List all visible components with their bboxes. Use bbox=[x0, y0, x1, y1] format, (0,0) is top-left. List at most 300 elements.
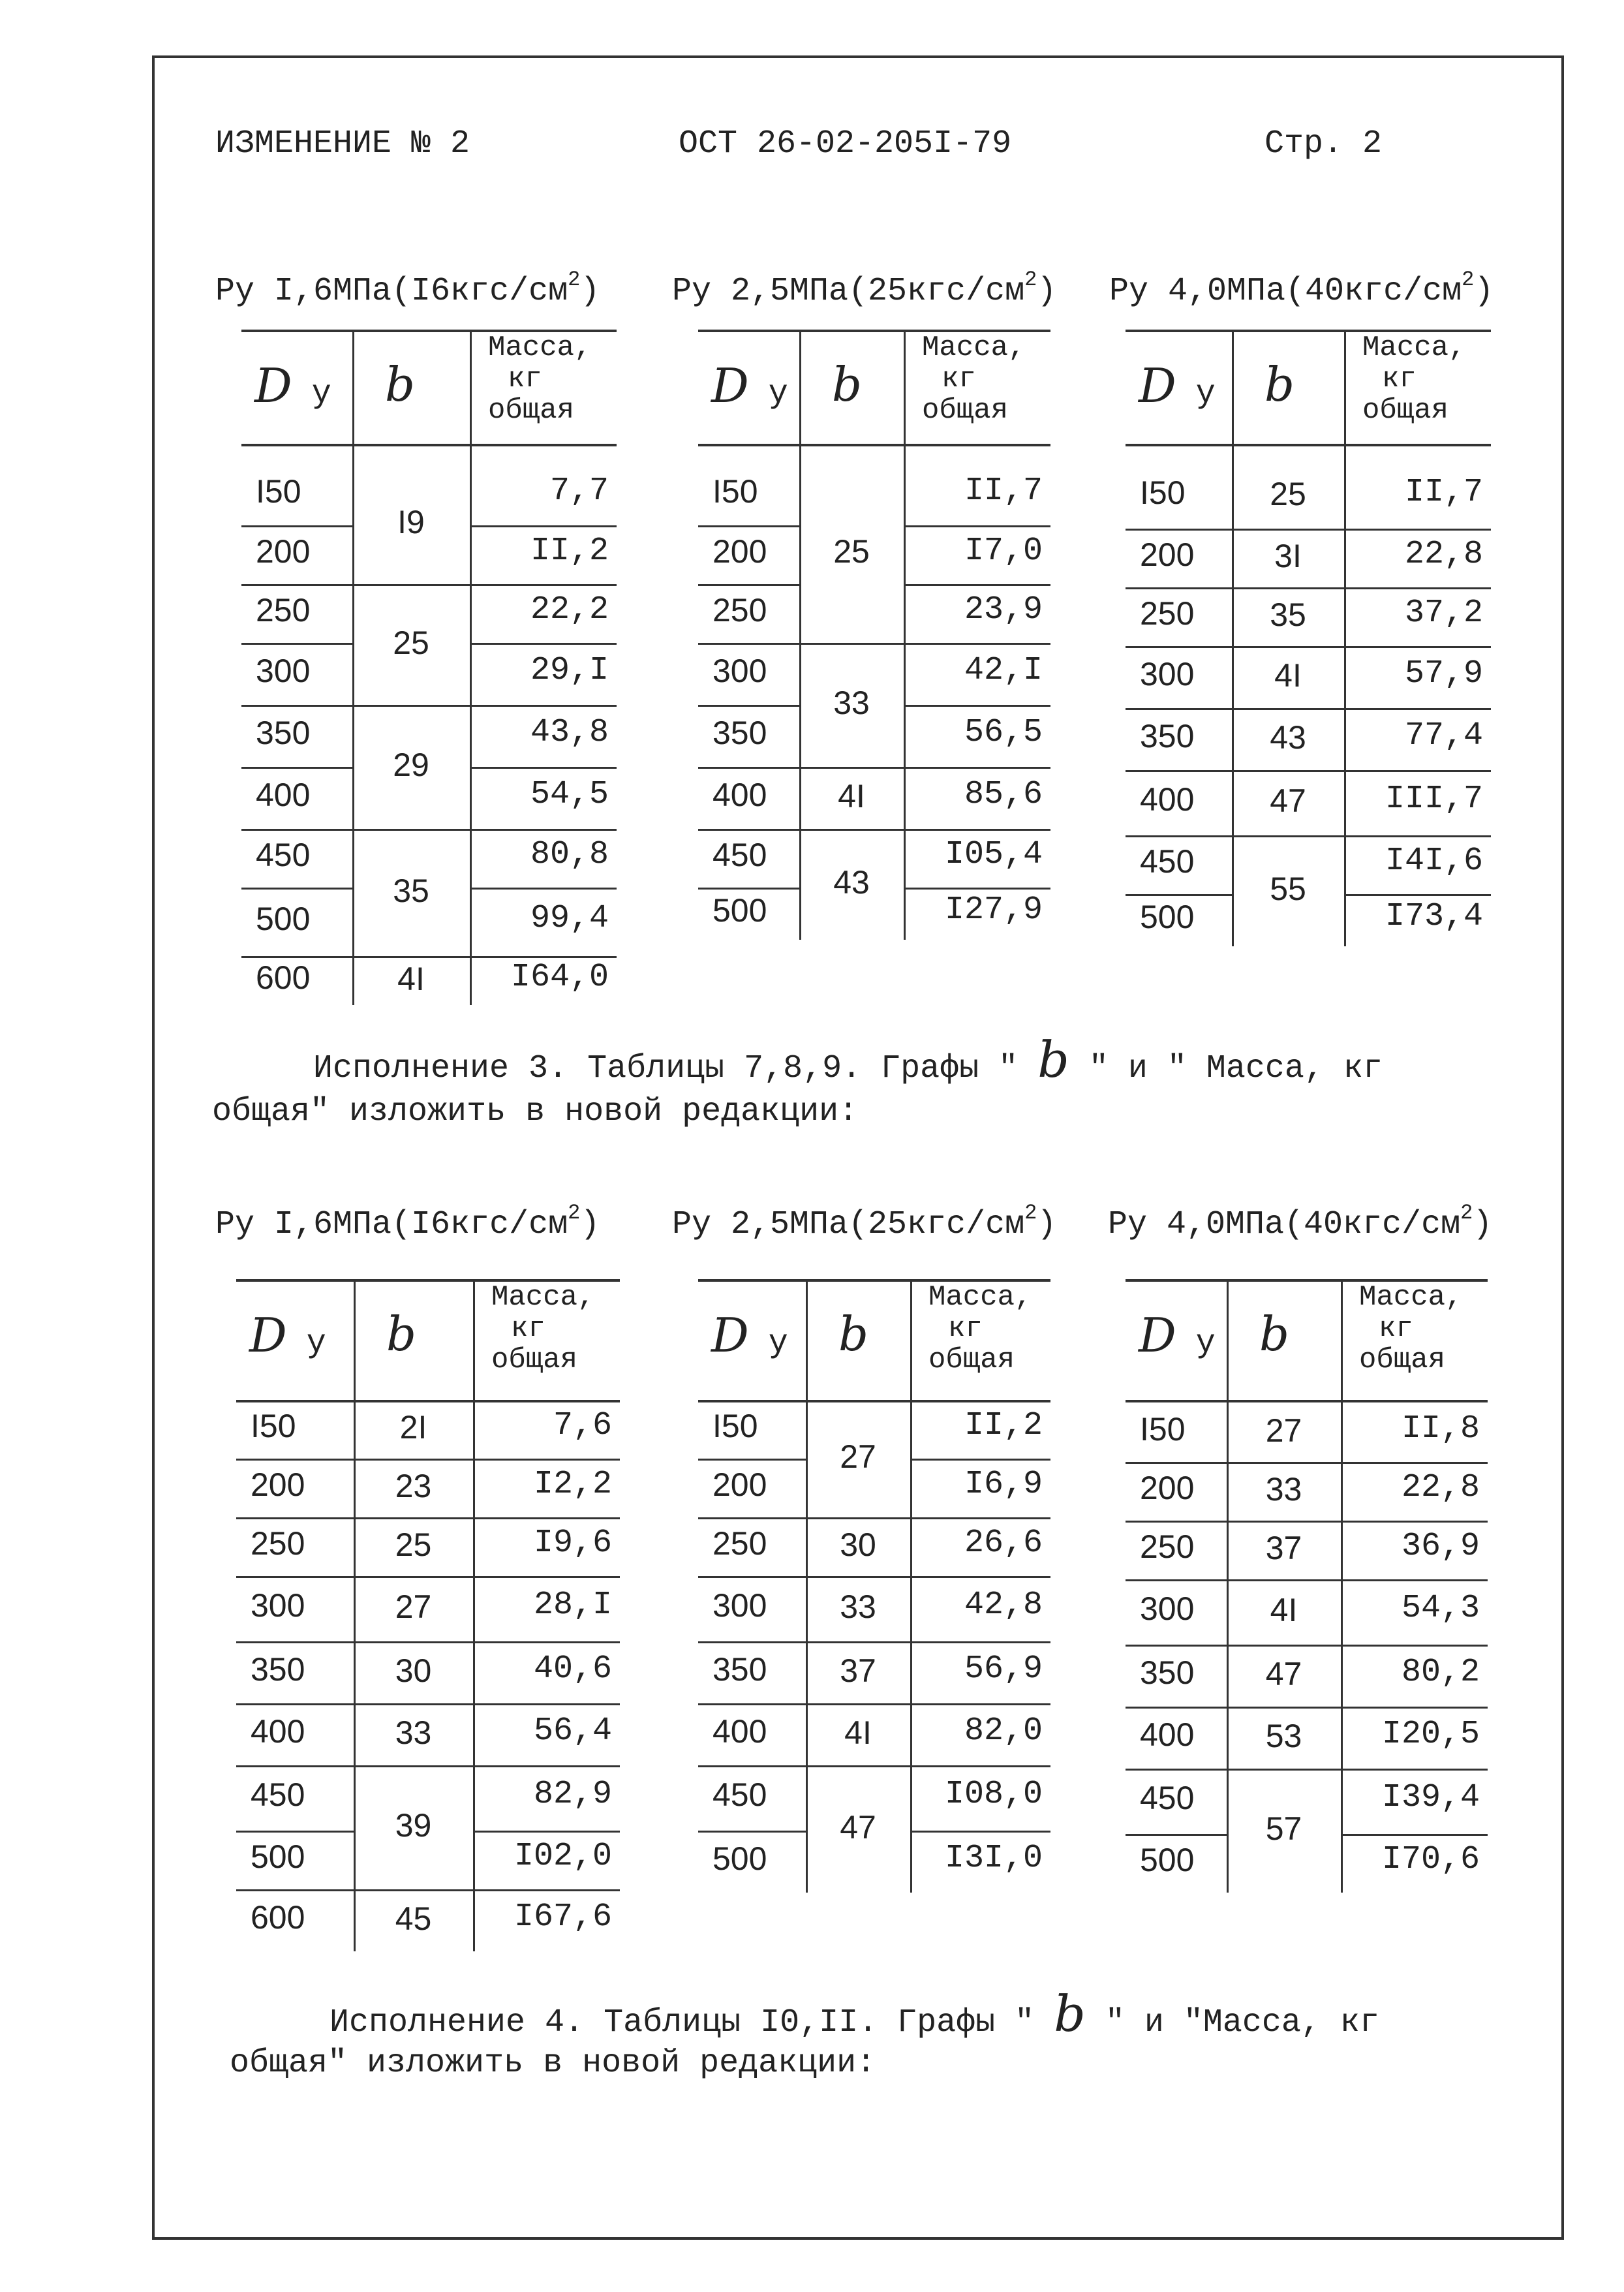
cell-b: 33 bbox=[833, 685, 870, 721]
pressure-condition-4-0: Ру $4,0МПа(40кгс/см^2)$ bbox=[1109, 268, 1494, 310]
row-rule bbox=[698, 1703, 806, 1705]
cell-mass: 56,4 bbox=[533, 1712, 612, 1750]
row-rule bbox=[904, 643, 1050, 645]
row-rule bbox=[910, 1576, 1050, 1578]
row-rule bbox=[236, 1641, 354, 1643]
cell-dy: 350 bbox=[712, 1650, 767, 1688]
row-rule bbox=[1341, 1579, 1488, 1581]
row-rule bbox=[1341, 1521, 1488, 1523]
cell-mass: 57,9 bbox=[1404, 655, 1483, 692]
column-header-dy: D y bbox=[711, 1308, 788, 1363]
cell-dy: 450 bbox=[1140, 1780, 1195, 1816]
column-header-mass: Масса, кг общая bbox=[491, 1281, 595, 1376]
cell-b: 39 bbox=[395, 1807, 432, 1844]
group-rule bbox=[1232, 835, 1344, 837]
row-rule bbox=[698, 705, 799, 707]
cell-mass: 99,4 bbox=[530, 899, 609, 937]
row-rule bbox=[698, 1831, 806, 1833]
cell-mass: I67,6 bbox=[513, 1898, 612, 1936]
row-rule bbox=[910, 1831, 1050, 1833]
cell-mass: 42,I bbox=[964, 651, 1043, 689]
cell-mass: 82,9 bbox=[533, 1776, 612, 1813]
cell-b: 47 bbox=[1270, 782, 1306, 819]
row-rule bbox=[241, 829, 352, 831]
group-rule bbox=[806, 1641, 910, 1643]
row-rule bbox=[1344, 894, 1491, 896]
row-rule bbox=[904, 829, 1050, 831]
row-rule bbox=[241, 643, 352, 645]
group-rule bbox=[1227, 1707, 1341, 1709]
cell-b: 45 bbox=[395, 1900, 432, 1937]
table-header-rule bbox=[1126, 444, 1491, 446]
cell-b: 25 bbox=[393, 624, 429, 661]
cell-dy: 300 bbox=[712, 1587, 767, 1624]
column-header-b: b bbox=[1259, 1307, 1290, 1361]
group-rule bbox=[806, 1765, 910, 1767]
column-header-b: b bbox=[1264, 357, 1295, 412]
cell-dy: 200 bbox=[256, 533, 311, 570]
row-rule bbox=[236, 1831, 354, 1833]
cell-mass: 54,3 bbox=[1401, 1590, 1480, 1627]
column-header-dy: D y bbox=[711, 358, 788, 413]
cell-dy: 500 bbox=[712, 892, 767, 929]
cell-dy: I50 bbox=[1140, 474, 1186, 511]
table-column-rule bbox=[1341, 1279, 1343, 1893]
row-rule bbox=[910, 1459, 1050, 1461]
row-rule bbox=[1126, 770, 1232, 772]
cell-dy: I50 bbox=[256, 472, 301, 510]
group-rule bbox=[1232, 529, 1344, 531]
group-rule bbox=[1227, 1462, 1341, 1464]
group-rule bbox=[354, 1889, 473, 1891]
cell-b: 43 bbox=[1270, 719, 1306, 756]
cell-b: 43 bbox=[833, 864, 870, 901]
group-rule bbox=[1232, 770, 1344, 772]
row-rule bbox=[473, 1459, 620, 1461]
row-rule bbox=[1126, 1834, 1227, 1836]
row-rule bbox=[236, 1459, 354, 1461]
group-rule bbox=[354, 1703, 473, 1705]
standard-number: ОСТ 26-02-205I-79 bbox=[679, 125, 1012, 163]
row-rule bbox=[698, 1641, 806, 1643]
table-column-rule bbox=[1344, 330, 1346, 946]
column-header-mass: Масса, кг общая bbox=[928, 1281, 1032, 1376]
cell-dy: 500 bbox=[712, 1840, 767, 1877]
group-rule bbox=[354, 1576, 473, 1578]
group-rule bbox=[806, 1576, 910, 1578]
cell-mass: 22,8 bbox=[1401, 1469, 1480, 1506]
cell-b: 30 bbox=[840, 1526, 876, 1563]
group-rule bbox=[806, 1517, 910, 1519]
group-rule bbox=[352, 829, 470, 831]
row-rule bbox=[1126, 1645, 1227, 1647]
cell-mass: I05,4 bbox=[944, 836, 1043, 873]
cell-dy: 300 bbox=[1140, 655, 1195, 692]
cell-mass: I6,9 bbox=[964, 1466, 1043, 1503]
cell-b: 4I bbox=[397, 960, 425, 997]
cell-dy: 400 bbox=[1140, 1716, 1195, 1753]
row-rule bbox=[904, 584, 1050, 586]
table-column-rule bbox=[904, 330, 906, 940]
cell-b: 35 bbox=[393, 872, 429, 909]
row-rule bbox=[470, 888, 617, 890]
cell-dy: 500 bbox=[1140, 899, 1195, 935]
cell-mass: II,8 bbox=[1401, 1410, 1480, 1448]
cell-dy: I50 bbox=[1140, 1411, 1186, 1448]
cell-mass: I70,6 bbox=[1381, 1841, 1480, 1878]
cell-dy: 500 bbox=[1140, 1842, 1195, 1878]
cell-mass: II,2 bbox=[530, 533, 609, 570]
row-rule bbox=[241, 888, 352, 890]
cell-dy: 450 bbox=[251, 1776, 305, 1813]
cell-mass: 26,6 bbox=[964, 1525, 1043, 1562]
row-rule bbox=[904, 888, 1050, 890]
cell-mass: 80,2 bbox=[1401, 1653, 1480, 1691]
group-rule bbox=[1227, 1521, 1341, 1523]
cell-b: 33 bbox=[840, 1588, 876, 1625]
cell-mass: 77,4 bbox=[1404, 717, 1483, 754]
cell-mass: II,7 bbox=[1404, 474, 1483, 511]
cell-dy: 400 bbox=[712, 776, 767, 813]
cell-b: 25 bbox=[1270, 476, 1306, 512]
cell-dy: 300 bbox=[1140, 1590, 1195, 1627]
row-rule bbox=[1126, 1462, 1227, 1464]
cell-dy: I50 bbox=[712, 472, 758, 510]
cell-b: 4I bbox=[838, 777, 865, 814]
paragraph-2-line-2: общая" изложить в новой редакции: bbox=[230, 2045, 876, 2082]
cell-dy: 350 bbox=[1140, 1654, 1195, 1691]
cell-mass: 22,8 bbox=[1404, 536, 1483, 573]
cell-dy: 200 bbox=[1140, 536, 1195, 573]
column-header-mass: Масса, кг общая bbox=[1362, 332, 1466, 427]
row-rule bbox=[1344, 770, 1491, 772]
row-rule bbox=[1126, 529, 1232, 531]
row-rule bbox=[241, 956, 352, 958]
row-rule bbox=[1126, 835, 1232, 837]
cell-b: 4I bbox=[1270, 1592, 1298, 1628]
column-header-mass: Масса, кг общая bbox=[1359, 1281, 1463, 1376]
row-rule bbox=[1126, 1579, 1227, 1581]
cell-mass: I02,0 bbox=[513, 1838, 612, 1875]
cell-mass: II,7 bbox=[964, 472, 1043, 510]
cell-dy: 450 bbox=[256, 837, 311, 873]
cell-dy: 500 bbox=[256, 900, 311, 937]
row-rule bbox=[1341, 1769, 1488, 1771]
pressure-condition-2-5: Ру $2,5МПа(25кгс/см^2)$ bbox=[672, 268, 1057, 310]
paragraph-1-line-1: Исполнение 3. Таблицы 7,8,9. Графы " b " и " Масса, кг bbox=[313, 1030, 1383, 1089]
column-header-dy: D y bbox=[249, 1308, 326, 1363]
cell-mass: 80,8 bbox=[530, 836, 609, 873]
row-rule bbox=[473, 1641, 620, 1643]
row-rule bbox=[236, 1765, 354, 1767]
cell-dy: 200 bbox=[712, 533, 767, 570]
cell-dy: I50 bbox=[251, 1408, 296, 1444]
row-rule bbox=[910, 1703, 1050, 1705]
cell-mass: 85,6 bbox=[964, 775, 1043, 813]
row-rule bbox=[241, 525, 352, 527]
column-header-dy: D y bbox=[254, 358, 331, 413]
row-rule bbox=[473, 1889, 620, 1891]
cell-mass: II,2 bbox=[964, 1407, 1043, 1444]
group-rule bbox=[799, 829, 904, 831]
cell-mass: 43,8 bbox=[530, 713, 609, 751]
cell-b: 27 bbox=[840, 1438, 876, 1475]
cell-dy: 200 bbox=[1140, 1470, 1195, 1506]
row-rule bbox=[1344, 835, 1491, 837]
cell-mass: 37,2 bbox=[1404, 595, 1483, 632]
paragraph-2-line-1: Исполнение 4. Таблицы I0,II. Графы " b " и "Масса, кг bbox=[329, 1985, 1379, 2043]
row-rule bbox=[1341, 1707, 1488, 1709]
row-rule bbox=[904, 705, 1050, 707]
pressure-condition-1-6: Ру $I,6МПа(I6кгс/см^2)$ bbox=[215, 1201, 600, 1243]
column-header-dy: D y bbox=[1139, 358, 1216, 413]
row-rule bbox=[698, 888, 799, 890]
cell-mass: 22,2 bbox=[530, 591, 609, 628]
table-column-rule bbox=[910, 1279, 912, 1893]
cell-b: I9 bbox=[397, 503, 425, 540]
row-rule bbox=[1341, 1834, 1488, 1836]
column-header-mass: Масса, кг общая bbox=[488, 332, 592, 427]
row-rule bbox=[1344, 587, 1491, 589]
row-rule bbox=[470, 525, 617, 527]
group-rule bbox=[1232, 708, 1344, 710]
cell-b: 53 bbox=[1265, 1717, 1302, 1754]
cell-dy: 500 bbox=[251, 1838, 305, 1875]
cell-dy: 350 bbox=[251, 1650, 305, 1688]
cell-mass: 56,5 bbox=[964, 713, 1043, 751]
row-rule bbox=[241, 767, 352, 769]
cell-mass: I27,9 bbox=[944, 891, 1043, 929]
row-rule bbox=[473, 1517, 620, 1519]
cell-dy: 250 bbox=[256, 592, 311, 628]
change-number: ИЗМЕНЕНИЕ № 2 bbox=[215, 125, 470, 163]
row-rule bbox=[698, 643, 799, 645]
row-rule bbox=[698, 829, 799, 831]
row-rule bbox=[910, 1765, 1050, 1767]
row-rule bbox=[1126, 1521, 1227, 1523]
cell-b: 4I bbox=[844, 1714, 872, 1751]
row-rule bbox=[904, 767, 1050, 769]
cell-mass: I4I,6 bbox=[1385, 843, 1483, 880]
row-rule bbox=[698, 1765, 806, 1767]
cell-dy: 250 bbox=[251, 1525, 305, 1562]
cell-mass: I7,0 bbox=[964, 533, 1043, 570]
column-header-mass: Масса, кг общая bbox=[922, 332, 1026, 427]
row-rule bbox=[236, 1703, 354, 1705]
group-rule bbox=[1227, 1579, 1341, 1581]
cell-dy: 250 bbox=[1140, 1528, 1195, 1565]
row-rule bbox=[1126, 646, 1232, 648]
group-rule bbox=[352, 584, 470, 586]
table-column-rule bbox=[806, 1279, 808, 1893]
cell-b: 33 bbox=[395, 1714, 432, 1751]
cell-b: 3I bbox=[1274, 538, 1302, 574]
row-rule bbox=[470, 767, 617, 769]
cell-dy: 400 bbox=[256, 776, 311, 813]
cell-dy: 400 bbox=[1140, 781, 1195, 818]
cell-dy: 450 bbox=[712, 837, 767, 873]
cell-mass: 56,9 bbox=[964, 1650, 1043, 1688]
cell-mass: III,7 bbox=[1385, 781, 1483, 818]
row-rule bbox=[473, 1576, 620, 1578]
cell-mass: 82,0 bbox=[964, 1712, 1043, 1750]
row-rule bbox=[473, 1703, 620, 1705]
cell-mass: 36,9 bbox=[1401, 1528, 1480, 1565]
group-rule bbox=[799, 767, 904, 769]
row-rule bbox=[904, 525, 1050, 527]
row-rule bbox=[1344, 529, 1491, 531]
cell-b: 25 bbox=[395, 1526, 432, 1563]
row-rule bbox=[698, 525, 799, 527]
cell-mass: 23,9 bbox=[964, 591, 1043, 628]
cell-dy: 200 bbox=[712, 1466, 767, 1503]
row-rule bbox=[1344, 646, 1491, 648]
group-rule bbox=[1227, 1769, 1341, 1771]
row-rule bbox=[1126, 708, 1232, 710]
row-rule bbox=[236, 1889, 354, 1891]
cell-dy: 250 bbox=[1140, 595, 1195, 632]
cell-dy: 250 bbox=[712, 592, 767, 628]
row-rule bbox=[698, 1517, 806, 1519]
group-rule bbox=[1227, 1645, 1341, 1647]
row-rule bbox=[470, 829, 617, 831]
cell-mass: I2,2 bbox=[533, 1466, 612, 1503]
cell-mass: 7,7 bbox=[549, 472, 609, 510]
cell-b: 23 bbox=[395, 1468, 432, 1504]
row-rule bbox=[236, 1576, 354, 1578]
group-rule bbox=[354, 1517, 473, 1519]
row-rule bbox=[698, 584, 799, 586]
table-header-rule bbox=[698, 444, 1050, 446]
cell-mass: I3I,0 bbox=[944, 1839, 1043, 1877]
column-header-b: b bbox=[838, 1307, 869, 1361]
row-rule bbox=[470, 643, 617, 645]
group-rule bbox=[354, 1765, 473, 1767]
cell-b: 33 bbox=[1265, 1471, 1302, 1508]
table-column-rule bbox=[473, 1279, 475, 1951]
table-column-rule bbox=[1232, 330, 1234, 946]
row-rule bbox=[1126, 587, 1232, 589]
cell-mass: 7,6 bbox=[553, 1407, 612, 1444]
group-rule bbox=[354, 1459, 473, 1461]
table-column-rule bbox=[1227, 1279, 1229, 1893]
cell-dy: 300 bbox=[712, 652, 767, 689]
cell-dy: 200 bbox=[251, 1466, 305, 1503]
cell-b: 2I bbox=[399, 1409, 427, 1446]
cell-mass: I20,5 bbox=[1381, 1715, 1480, 1753]
row-rule bbox=[241, 705, 352, 707]
row-rule bbox=[698, 767, 799, 769]
row-rule bbox=[698, 1459, 806, 1461]
cell-dy: 600 bbox=[251, 1898, 305, 1936]
cell-b: 25 bbox=[833, 533, 870, 570]
group-rule bbox=[799, 643, 904, 645]
table-column-rule bbox=[470, 330, 472, 1005]
cell-mass: 54,5 bbox=[530, 775, 609, 813]
row-rule bbox=[1126, 1769, 1227, 1771]
row-rule bbox=[1344, 708, 1491, 710]
cell-b: 27 bbox=[395, 1588, 432, 1625]
cell-dy: 300 bbox=[251, 1587, 305, 1624]
row-rule bbox=[470, 705, 617, 707]
paragraph-1-line-2: общая" изложить в новой редакции: bbox=[212, 1093, 859, 1130]
row-rule bbox=[470, 956, 617, 958]
group-rule bbox=[352, 956, 470, 958]
row-rule bbox=[1126, 1707, 1227, 1709]
row-rule bbox=[241, 584, 352, 586]
cell-mass: I39,4 bbox=[1381, 1779, 1480, 1816]
cell-dy: 350 bbox=[256, 714, 311, 751]
table-header-rule bbox=[698, 1400, 1050, 1402]
cell-dy: 600 bbox=[256, 959, 311, 996]
column-header-b: b bbox=[386, 1307, 417, 1361]
cell-b: 35 bbox=[1270, 596, 1306, 633]
cell-b: 29 bbox=[393, 747, 429, 783]
cell-dy: 350 bbox=[712, 714, 767, 751]
group-rule bbox=[354, 1641, 473, 1643]
group-rule bbox=[352, 705, 470, 707]
row-rule bbox=[910, 1517, 1050, 1519]
cell-dy: 400 bbox=[712, 1712, 767, 1750]
row-rule bbox=[1341, 1462, 1488, 1464]
cell-b: 47 bbox=[1265, 1655, 1302, 1692]
cell-mass: 42,8 bbox=[964, 1587, 1043, 1624]
group-rule bbox=[806, 1703, 910, 1705]
column-header-dy: D y bbox=[1139, 1308, 1216, 1363]
table-header-rule bbox=[1126, 1400, 1488, 1402]
row-rule bbox=[910, 1641, 1050, 1643]
row-rule bbox=[1126, 894, 1232, 896]
cell-mass: I9,6 bbox=[533, 1525, 612, 1562]
cell-dy: 400 bbox=[251, 1712, 305, 1750]
cell-mass: I73,4 bbox=[1385, 898, 1483, 935]
row-rule bbox=[698, 1576, 806, 1578]
group-rule bbox=[1232, 646, 1344, 648]
cell-b: 4I bbox=[1274, 657, 1302, 694]
pressure-condition-1-6: Ру $I,6МПа(I6кгс/см^2)$ bbox=[215, 268, 600, 310]
cell-b: 57 bbox=[1265, 1810, 1302, 1847]
cell-mass: 29,I bbox=[530, 651, 609, 689]
row-rule bbox=[473, 1831, 620, 1833]
column-header-b: b bbox=[385, 357, 416, 412]
group-rule bbox=[1232, 587, 1344, 589]
cell-mass: 28,I bbox=[533, 1587, 612, 1624]
cell-dy: 350 bbox=[1140, 717, 1195, 754]
row-rule bbox=[1341, 1645, 1488, 1647]
cell-mass: I08,0 bbox=[944, 1776, 1043, 1813]
table-column-rule bbox=[799, 330, 801, 940]
cell-b: 27 bbox=[1265, 1412, 1302, 1449]
row-rule bbox=[236, 1517, 354, 1519]
pressure-condition-2-5: Ру $2,5МПа(25кгс/см^2)$ bbox=[672, 1201, 1057, 1243]
cell-b: 37 bbox=[840, 1652, 876, 1689]
cell-dy: I50 bbox=[712, 1408, 758, 1444]
cell-dy: 250 bbox=[712, 1525, 767, 1562]
table-header-rule bbox=[241, 444, 617, 446]
row-rule bbox=[470, 584, 617, 586]
cell-b: 37 bbox=[1265, 1530, 1302, 1566]
cell-b: 47 bbox=[840, 1808, 876, 1846]
cell-b: 55 bbox=[1270, 871, 1306, 907]
cell-dy: 450 bbox=[1140, 843, 1195, 880]
cell-dy: 300 bbox=[256, 652, 311, 689]
cell-dy: 450 bbox=[712, 1776, 767, 1813]
cell-mass: I64,0 bbox=[510, 958, 609, 996]
pressure-condition-4-0: Ру $4,0МПа(40кгс/см^2)$ bbox=[1108, 1201, 1493, 1243]
column-header-b: b bbox=[832, 357, 863, 412]
row-rule bbox=[473, 1765, 620, 1767]
table-header-rule bbox=[236, 1400, 620, 1402]
